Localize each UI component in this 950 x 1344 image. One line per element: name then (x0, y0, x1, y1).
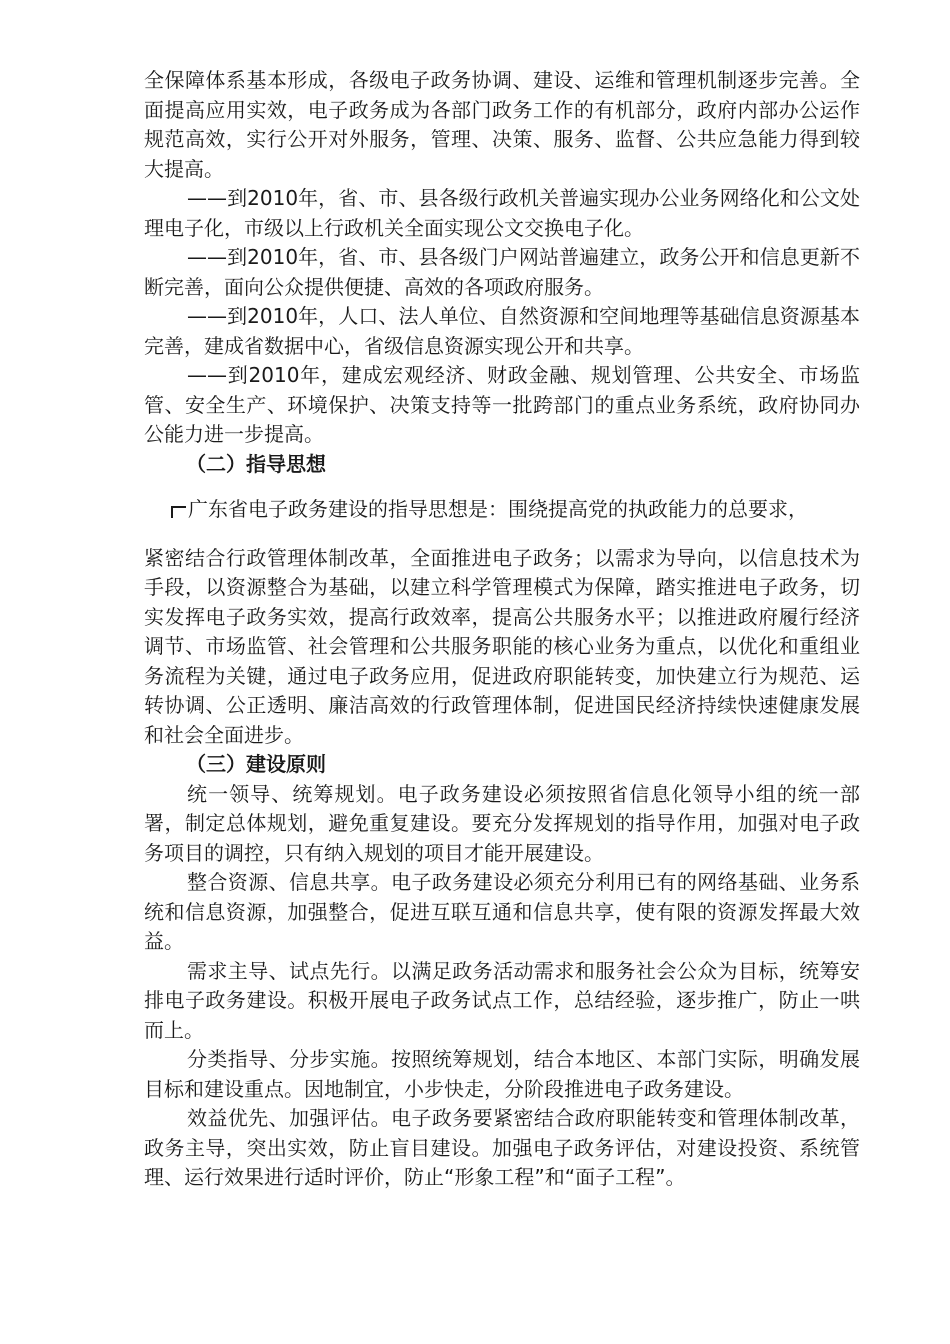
principle-resource-integration: 整合资源、信息共享。电子政务建设必须充分利用已有的网络基础、业务系统和信息资源，加强整合，促进互联互通和信息共享，使有限的资源发挥最大效益。 (144, 870, 860, 953)
section-heading-principles: （三）建设原则 (186, 752, 326, 776)
section-heading-guiding-ideology: （二）指导思想 (186, 451, 326, 476)
principle-unified-leadership: 统一领导、统筹规划。电子政务建设必须按照省信息化领导小组的统一部署，制定总体规划，避免重复建设。要充分发挥规划的指导作用，加强对电子政务项目的调控，只有纳入规划的项目才能开展建设。 (144, 781, 860, 865)
goals-paragraph: 全保障体系基本形成，各级电子政务协调、建设、运维和管理机制逐步完善。全面提高应用实效，电子政务成为各部门政务工作的有机部分，政府内部办公运作规范高效，实行公开对外服务，管理、决策、服务、监督、公共应急能力得到较大提高。 (144, 68, 860, 181)
guiding-ideology-body: 紧密结合行政管理体制改革，全面推进电子政务；以需求为导向，以信息技术为手段，以资源整合为基础，以建立科学管理模式为保障，踏实推进电子政务，切实发挥电子政务实效，提高行政效率，提高公共服务水平；以推进政府履行经济调节、市场监管、社会管理和公共服务职能的核心业务为重点，以优化和重组业务流程为关键，通过电子政务应用，促进政府职能转变，加快建立行为规范、运转协调、公正透明、廉洁高效的行政管理体制，促进国民经济持续快速健康发展和社会全面进步。 (144, 545, 860, 747)
goal-item-resources: ——到2010年，人口、法人单位、自然资源和空间地理等基础信息资源基本完善，建成省数据中心，省级信息资源实现公开和共享。 (144, 304, 860, 358)
cursor-mark-icon (171, 506, 186, 518)
goal-item-portal: ——到2010年，省、市、县各级门户网站普遍建立，政务公开和信息更新不断完善，面向公众提供便捷、高效的各项政府服务。 (144, 245, 860, 299)
guiding-ideology-first-line-text: 广东省电子政务建设的指导思想是：围绕提高党的执政能力的总要求， (188, 497, 808, 521)
principle-demand-driven: 需求主导、试点先行。以满足政务活动需求和服务社会公众为目标，统筹安排电子政务建设。积极开展电子政务试点工作，总结经验，逐步推广，防止一哄而上。 (144, 958, 860, 1042)
principle-benefit-first: 效益优先、加强评估。电子政务要紧密结合政府职能转变和管理体制改革，政务主导，突出实效，防止盲目建设。加强电子政务评估，对建设投资、系统管理、运行效果进行适时评价，防止“形象工程”和“面子工程”。 (144, 1106, 860, 1189)
goal-item-office: ——到2010年，省、市、县各级行政机关普遍实现办公业务网络化和公文处理电子化，市级以上行政机关全面实现公文交换电子化。 (144, 186, 860, 240)
guiding-ideology-first-line (144, 479, 860, 525)
goal-item-systems: ——到2010年，建成宏观经济、财政金融、规划管理、公共安全、市场监管、安全生产、环境保护、决策支持等一批跨部门的重点业务系统，政府协同办公能力进一步提高。 (144, 363, 860, 446)
document-page (144, 66, 860, 1193)
principle-phased-implementation: 分类指导、分步实施。按照统筹规划，结合本地区、本部门实际，明确发展目标和建设重点。因地制宜，小步快走，分阶段推进电子政务建设。 (144, 1047, 860, 1101)
